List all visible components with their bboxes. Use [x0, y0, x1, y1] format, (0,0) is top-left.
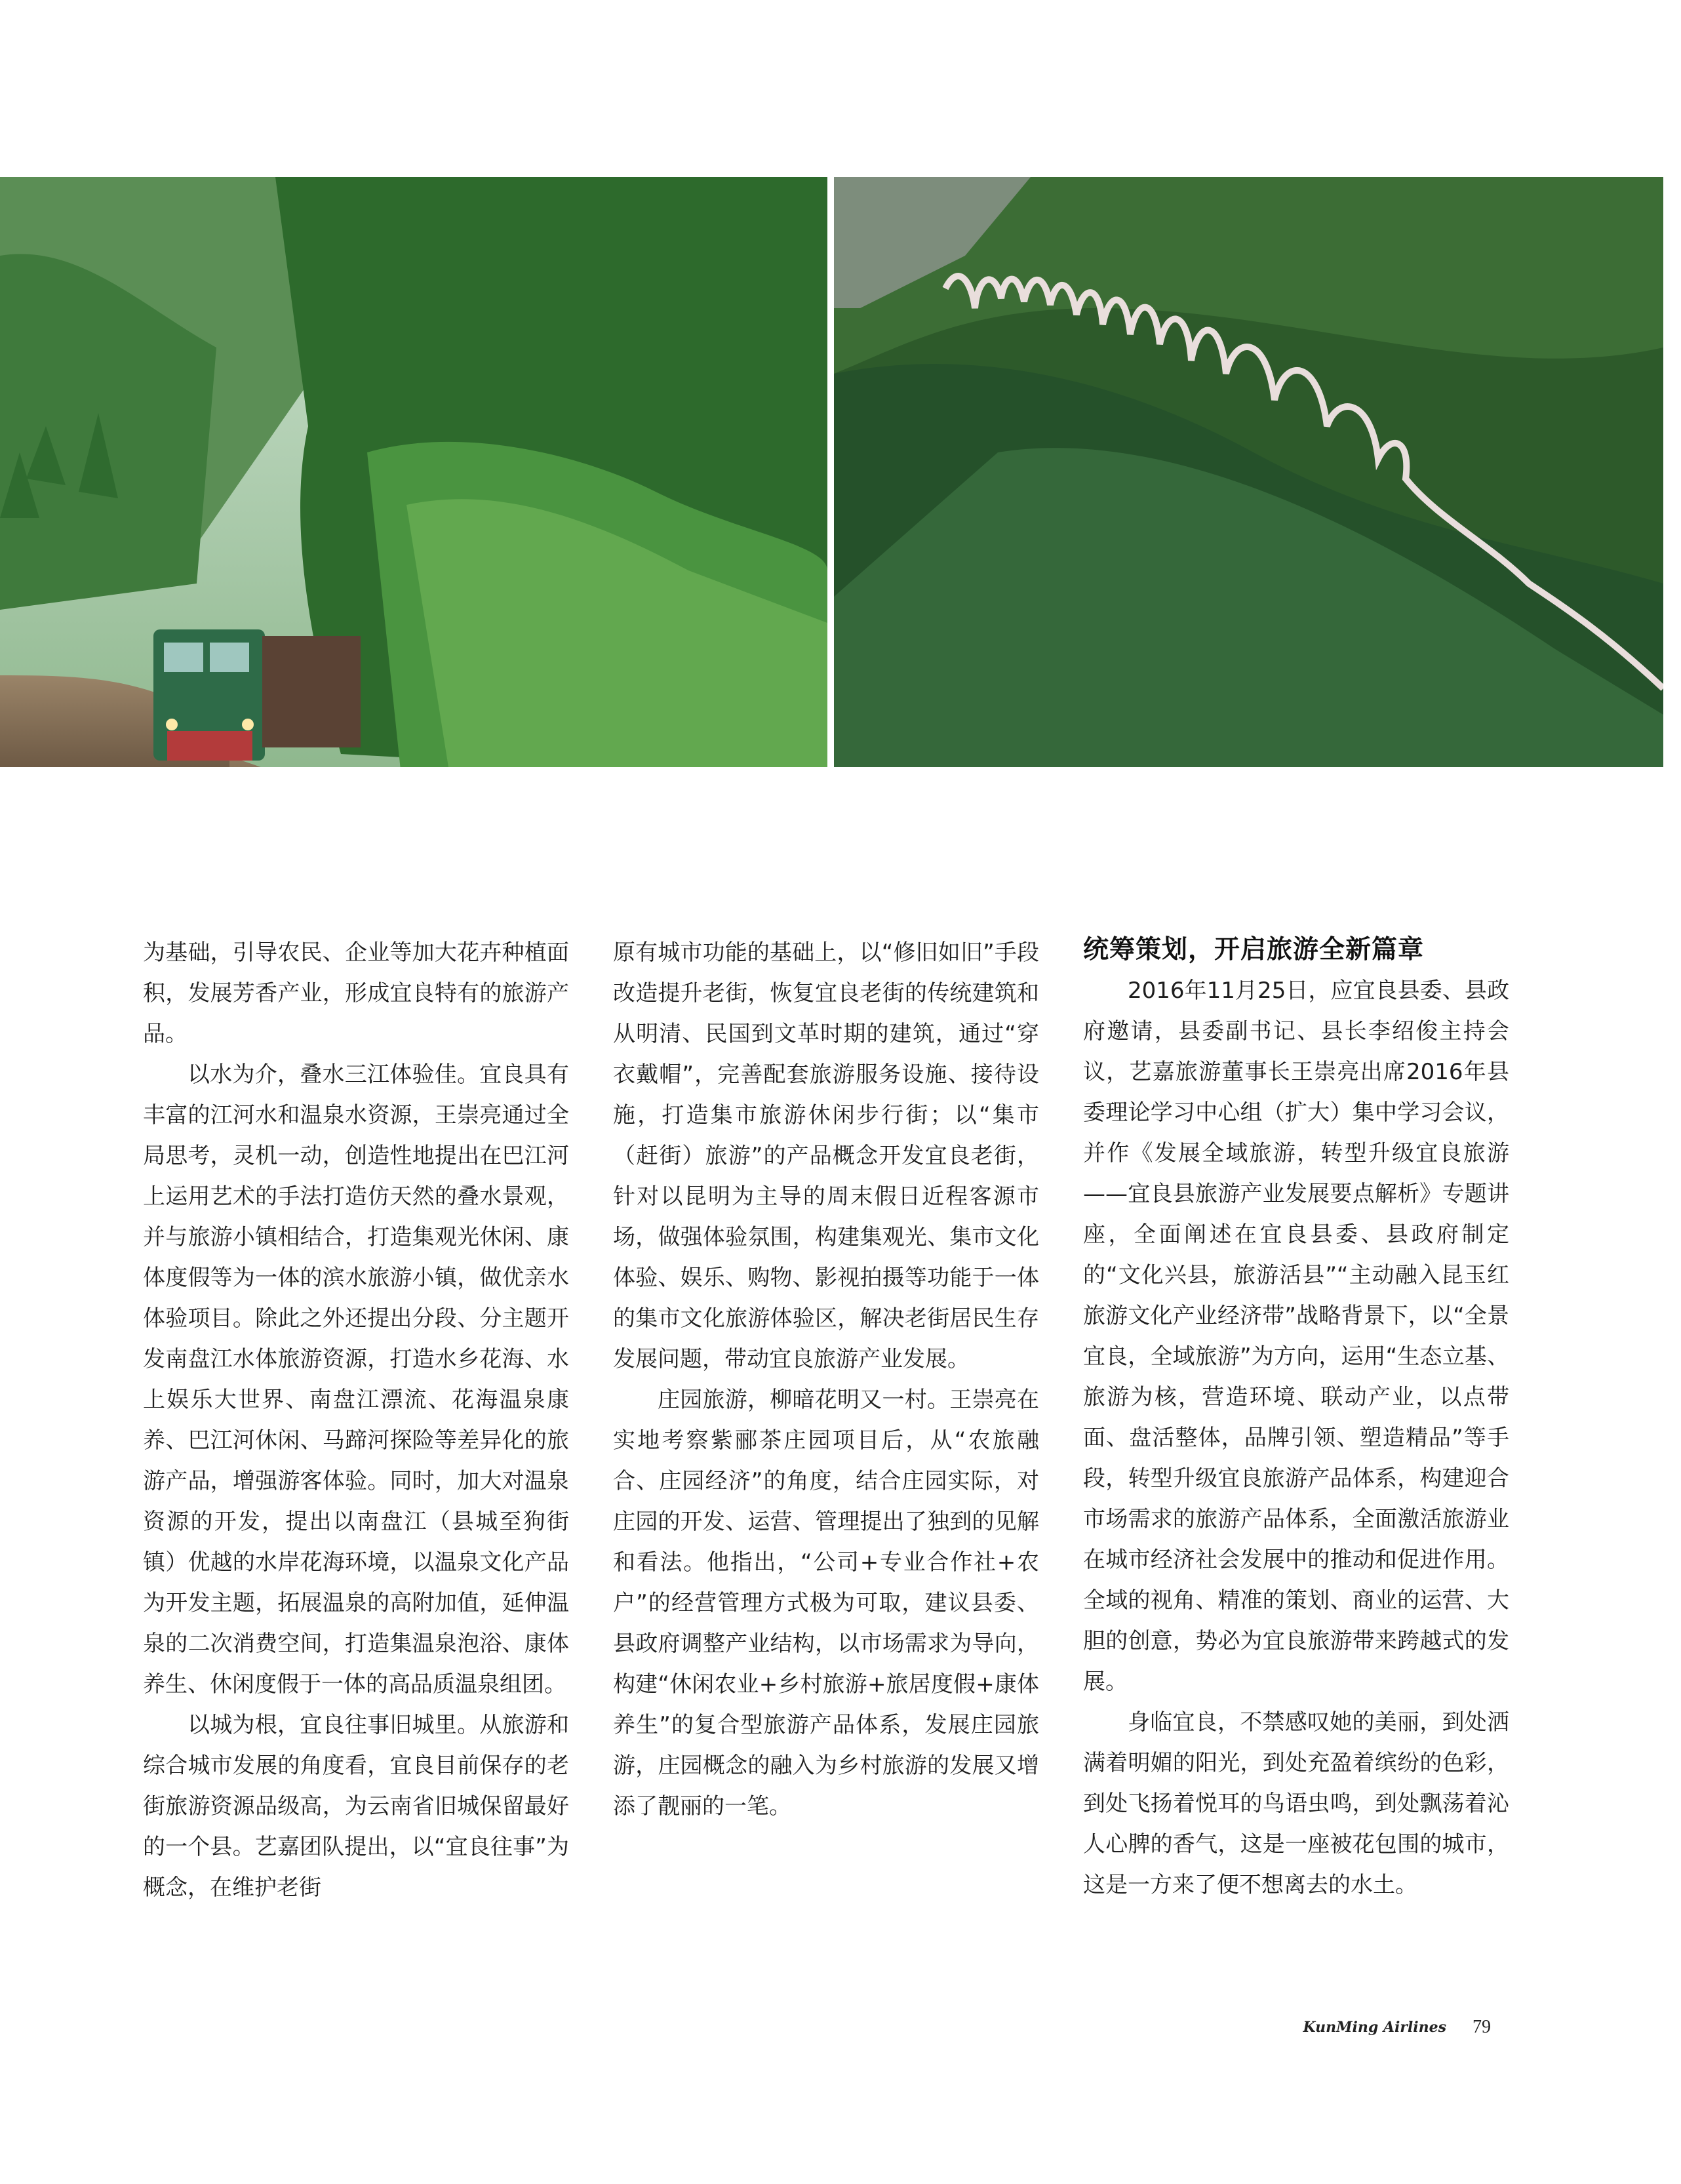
text-column-3	[1083, 930, 1509, 1905]
winding-mountain-road-aerial-icon	[834, 177, 1663, 767]
paragraph: 身临宜良，不禁感叹她的美丽，到处洒满着明媚的阳光，到处充盈着缤纷的色彩，到处飞扬着悦耳的鸟语虫鸣，到处飘荡着沁人心脾的香气，这是一座被花包围的城市，这是一方来了便不想离去的水土。	[1083, 1709, 1509, 1898]
train-photo	[0, 177, 827, 767]
page-footer	[1303, 2014, 1492, 2040]
winding-road-photo	[834, 177, 1663, 767]
page-number: 79	[1473, 2017, 1491, 2037]
section-heading: 统筹策划，开启旅游全新篇章	[1083, 935, 1425, 964]
train-on-curved-railway-icon	[0, 177, 827, 767]
paragraph: 以城为根，宜良往事旧城里。从旅游和综合城市发展的角度看，宜良目前保存的老街旅游资源品级高，为云南省旧城保留最好的一个县。艺嘉团队提出，以“宜良往事”为概念，在维护老街	[143, 1712, 569, 1901]
paragraph: 2016年11月25日，应宜良县委、县政府邀请，县委副书记、县长李绍俊主持会议，艺嘉旅游董事长王崇亮出席2016年县委理论学习中心组（扩大）集中学习会议，并作《发展全域旅游，转型升级宜良旅游——宜良县旅游产业发展要点解析》专题讲座，全面阐述在宜良县委、县政府制定的“文化兴县，旅游活县”“主动融入昆玉红旅游文化产业经济带”战略背景下，以“全景宜良，全域旅游”为方向，运用“生态立基、旅游为核，营造环境、联动产业，以点带面、盘活整体，品牌引领、塑造精品”等手段，转型升级宜良旅游产品体系，构建迎合市场需求的旅游产品体系，全面激活旅游业在城市经济社会发展中的推动和促进作用。全域的视角、精准的策划、商业的运营、大胆的创意，势必为宜良旅游带来跨越式的发展。	[1083, 978, 1509, 1695]
paragraph: 庄园旅游，柳暗花明又一村。王崇亮在实地考察紫郦茶庄园项目后，从“农旅融合、庄园经济”的角度，结合庄园实际，对庄园的开发、运营、管理提出了独到的见解和看法。他指出，“公司+专业合作社+农户”的经营管理方式极为可取，建议县委、县政府调整产业结构，以市场需求为导向，构建“休闲农业+乡村旅游+旅居度假+康体养生”的复合型旅游产品体系，发展庄园旅游，庄园概念的融入为乡村旅游的发展又增添了靓丽的一笔。	[613, 1387, 1039, 1819]
text-column-2	[613, 932, 1039, 1827]
text-column-1	[143, 932, 569, 1908]
paragraph: 以水为介，叠水三江体验佳。宜良具有丰富的江河水和温泉水资源，王崇亮通过全局思考，灵机一动，创造性地提出在巴江河上运用艺术的手法打造仿天然的叠水景观，并与旅游小镇相结合，打造集观光休闲、康体度假等为一体的滨水旅游小镇，做优亲水体验项目。除此之外还提出分段、分主题开发南盘江水体旅游资源，打造水乡花海、水上娱乐大世界、南盘江漂流、花海温泉康养、巴江河休闲、马蹄河探险等差异化的旅游产品，增强游客体验。同时，加大对温泉资源的开发，提出以南盘江（县城至狗街镇）优越的水岸花海环境，以温泉文化产品为开发主题，拓展温泉的高附加值，延伸温泉的二次消费空间，打造集温泉泡浴、康体养生、休闲度假于一体的高品质温泉组团。	[143, 1062, 569, 1698]
paragraph: 为基础，引导农民、企业等加大花卉种植面积，发展芳香产业，形成宜良特有的旅游产品。	[143, 940, 569, 1047]
paragraph: 原有城市功能的基础上，以“修旧如旧”手段改造提升老街，恢复宜良老街的传统建筑和从明清、民国到文革时期的建筑，通过“穿衣戴帽”，完善配套旅游服务设施、接待设施，打造集市旅游休闲步行街；以“集市（赶街）旅游”的产品概念开发宜良老街，针对以昆明为主导的周末假日近程客源市场，做强体验氛围，构建集观光、集市文化体验、娱乐、购物、影视拍摄等功能于一体的集市文化旅游体验区，解决老街居民生存发展问题，带动宜良旅游产业发展。	[613, 940, 1039, 1372]
magazine-brand: KunMing Airlines	[1303, 2019, 1446, 2036]
